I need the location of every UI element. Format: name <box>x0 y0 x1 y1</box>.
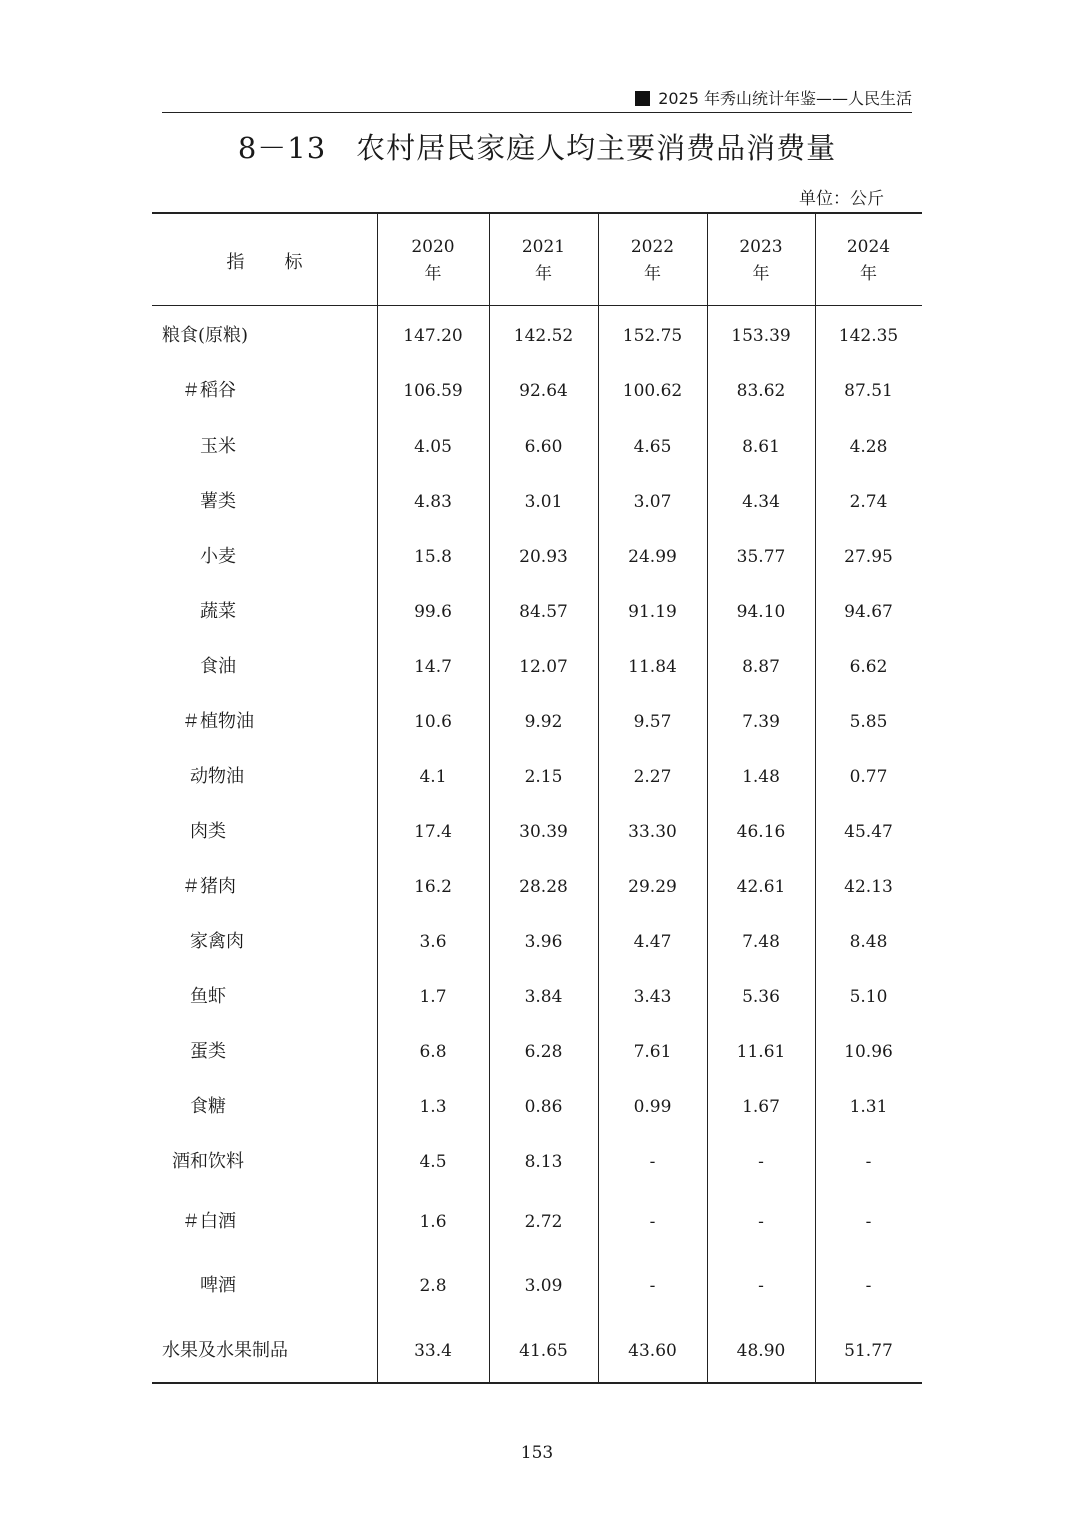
cell-value: 7.39 <box>742 712 780 732</box>
cell-value: 11.61 <box>736 1042 786 1062</box>
table-row <box>152 427 922 467</box>
table-row <box>152 1032 922 1072</box>
cell-value: 7.48 <box>742 932 780 952</box>
cell-value: - <box>865 1276 872 1296</box>
table-row <box>152 647 922 687</box>
cell-value: 8.87 <box>742 657 780 677</box>
cell-value: 1.31 <box>849 1097 888 1117</box>
cell-value: 4.1 <box>419 767 447 787</box>
cell-value: 8.13 <box>524 1152 563 1172</box>
cell-value: 99.6 <box>414 602 452 622</box>
cell-value: 147.20 <box>403 326 463 346</box>
table-row <box>152 316 922 356</box>
table-row <box>152 977 922 1017</box>
table-row <box>152 702 922 742</box>
cell-value: 87.51 <box>844 381 893 401</box>
table-row <box>152 1087 922 1127</box>
cell-value: - <box>865 1212 872 1232</box>
cell-value: 4.28 <box>849 437 888 457</box>
cell-value: 3.84 <box>524 987 563 1007</box>
cell-value: 142.35 <box>838 326 899 346</box>
row-label: 食糖 <box>190 1096 226 1117</box>
cell-value: 7.61 <box>633 1042 672 1062</box>
year-header-suffix: 年 <box>424 264 442 284</box>
table-row <box>152 867 922 907</box>
cell-value: 1.48 <box>742 767 780 787</box>
cell-value: 9.92 <box>524 712 563 732</box>
cell-value: 4.05 <box>414 437 452 457</box>
cell-value: 4.34 <box>742 492 780 512</box>
cell-value: 41.65 <box>519 1341 568 1361</box>
cell-value: 28.28 <box>519 877 568 897</box>
cell-value: 153.39 <box>731 326 791 346</box>
cell-value: 6.60 <box>524 437 563 457</box>
year-header-suffix: 年 <box>752 264 770 284</box>
table-row <box>152 482 922 522</box>
cell-value: 100.62 <box>622 381 683 401</box>
year-header <box>377 234 489 288</box>
cell-value: 83.62 <box>736 381 786 401</box>
cell-value: 92.64 <box>519 381 568 401</box>
cell-value: 1.7 <box>419 987 447 1007</box>
table-row <box>152 1142 922 1182</box>
row-label: 家禽肉 <box>190 931 244 952</box>
cell-value: 24.99 <box>628 547 677 567</box>
cell-value: 94.67 <box>844 602 893 622</box>
cell-value: 0.86 <box>524 1097 563 1117</box>
row-label: 肉类 <box>190 821 226 842</box>
cell-value: 27.95 <box>844 547 893 567</box>
cell-value: 3.01 <box>524 492 563 512</box>
row-label: 蛋类 <box>190 1041 226 1062</box>
cell-value: 5.85 <box>849 712 888 732</box>
row-label: 动物油 <box>190 766 244 787</box>
row-label: 鱼虾 <box>190 986 226 1007</box>
row-label: 薯类 <box>200 491 236 512</box>
year-header-number: 2024 <box>846 237 891 257</box>
cell-value: 3.43 <box>633 987 672 1007</box>
cell-value: 1.6 <box>419 1212 447 1232</box>
table-bottom-rule <box>152 1382 922 1384</box>
cell-value: 46.16 <box>736 822 786 842</box>
table-row <box>152 371 922 411</box>
header-rule <box>162 112 912 113</box>
cell-value: 4.5 <box>419 1152 447 1172</box>
year-header <box>598 234 707 288</box>
cell-value: 8.48 <box>849 932 888 952</box>
cell-value: 45.47 <box>844 822 893 842</box>
cell-value: 2.72 <box>524 1212 563 1232</box>
cell-value: 29.29 <box>628 877 677 897</box>
cell-value: 2.27 <box>633 767 672 787</box>
cell-value: 2.74 <box>849 492 888 512</box>
unit-label: 单位：公斤 <box>799 189 884 209</box>
cell-value: 4.65 <box>633 437 672 457</box>
cell-value: 1.3 <box>419 1097 447 1117</box>
table-row <box>152 592 922 632</box>
cell-value: 51.77 <box>844 1341 893 1361</box>
cell-value: 43.60 <box>628 1341 677 1361</box>
row-label: 玉米 <box>200 436 236 457</box>
cell-value: 48.90 <box>736 1341 786 1361</box>
cell-value: 3.96 <box>524 932 563 952</box>
cell-value: 5.36 <box>742 987 780 1007</box>
cell-value: 94.10 <box>736 602 786 622</box>
cell-value: 152.75 <box>622 326 683 346</box>
cell-value: 5.10 <box>849 987 888 1007</box>
cell-value: 42.61 <box>736 877 786 897</box>
cell-value: 3.07 <box>633 492 672 512</box>
year-header <box>707 234 815 288</box>
cell-value: 84.57 <box>519 602 568 622</box>
table-title-text: 农村居民家庭人均主要消费品消费量 <box>356 131 837 165</box>
row-label: 小麦 <box>200 546 236 567</box>
cell-value: 10.96 <box>844 1042 893 1062</box>
year-header-suffix: 年 <box>644 264 661 284</box>
table-row <box>152 537 922 577</box>
cell-value: 106.59 <box>403 381 463 401</box>
cell-value: 3.6 <box>419 932 447 952</box>
year-header-number: 2020 <box>411 237 455 257</box>
cell-value: 2.8 <box>419 1276 447 1296</box>
row-label: 粮食(原粮) <box>162 325 249 346</box>
year-header-suffix: 年 <box>535 264 552 284</box>
cell-value: 10.6 <box>414 712 452 732</box>
cell-value: 33.4 <box>414 1341 452 1361</box>
year-header-suffix: 年 <box>860 264 877 284</box>
row-label: 蔬菜 <box>200 601 236 622</box>
cell-value: 12.07 <box>519 657 568 677</box>
table-row <box>152 1331 922 1371</box>
row-label: ＃猪肉 <box>182 876 236 897</box>
table-row <box>152 1202 922 1242</box>
table-top-rule <box>152 212 922 214</box>
year-header-number: 2022 <box>630 237 675 257</box>
cell-value: 6.62 <box>849 657 888 677</box>
cell-value: 6.28 <box>524 1042 563 1062</box>
consumption-table <box>152 212 922 1384</box>
page-number: 153 <box>520 1443 554 1463</box>
row-label: 酒和饮料 <box>172 1151 244 1172</box>
row-label: ＃稻谷 <box>182 380 236 401</box>
cell-value: 1.67 <box>742 1097 780 1117</box>
cell-value: - <box>649 1276 656 1296</box>
cell-value: 8.61 <box>742 437 780 457</box>
row-label: ＃植物油 <box>182 711 254 732</box>
cell-value: 91.19 <box>628 602 677 622</box>
table-row <box>152 757 922 797</box>
cell-value: 14.7 <box>414 657 452 677</box>
row-label: 食油 <box>200 656 236 677</box>
cell-value: 30.39 <box>519 822 568 842</box>
cell-value: 142.52 <box>513 326 574 346</box>
cell-value: 33.30 <box>628 822 677 842</box>
cell-value: - <box>649 1212 656 1232</box>
cell-value: 9.57 <box>633 712 672 732</box>
year-header <box>815 234 922 288</box>
table-title <box>0 128 1074 168</box>
cell-value: 0.99 <box>633 1097 672 1117</box>
cell-value: 20.93 <box>519 547 568 567</box>
row-label: 啤酒 <box>200 1275 236 1296</box>
indicator-header-text: 指标 <box>226 252 343 273</box>
table-row <box>152 1266 922 1306</box>
cell-value: 6.8 <box>419 1042 447 1062</box>
cell-value: 17.4 <box>414 822 452 842</box>
table-header-rule <box>152 305 922 306</box>
black-square-icon <box>635 91 650 106</box>
year-header-number: 2023 <box>739 237 783 257</box>
running-header <box>162 86 912 112</box>
cell-value: - <box>758 1152 764 1172</box>
table-row <box>152 922 922 962</box>
cell-value: 4.47 <box>633 932 672 952</box>
cell-value: - <box>649 1152 656 1172</box>
cell-value: - <box>758 1276 764 1296</box>
cell-value: 11.84 <box>628 657 677 677</box>
cell-value: 15.8 <box>414 547 452 567</box>
running-header-text: 2025 年秀山统计年鉴——人民生活 <box>658 89 912 108</box>
cell-value: 16.2 <box>414 877 452 897</box>
year-header <box>489 234 598 288</box>
cell-value: - <box>865 1152 872 1172</box>
cell-value: 4.83 <box>414 492 452 512</box>
cell-value: - <box>758 1212 764 1232</box>
cell-value: 2.15 <box>524 767 563 787</box>
table-number: 8－13 <box>237 131 327 165</box>
cell-value: 35.77 <box>736 547 786 567</box>
table-row <box>152 812 922 852</box>
cell-value: 3.09 <box>524 1276 563 1296</box>
row-label: ＃白酒 <box>182 1211 236 1232</box>
cell-value: 0.77 <box>849 767 888 787</box>
indicator-header <box>152 248 377 274</box>
row-label: 水果及水果制品 <box>162 1340 288 1361</box>
year-header-number: 2021 <box>521 237 566 257</box>
cell-value: 42.13 <box>844 877 893 897</box>
